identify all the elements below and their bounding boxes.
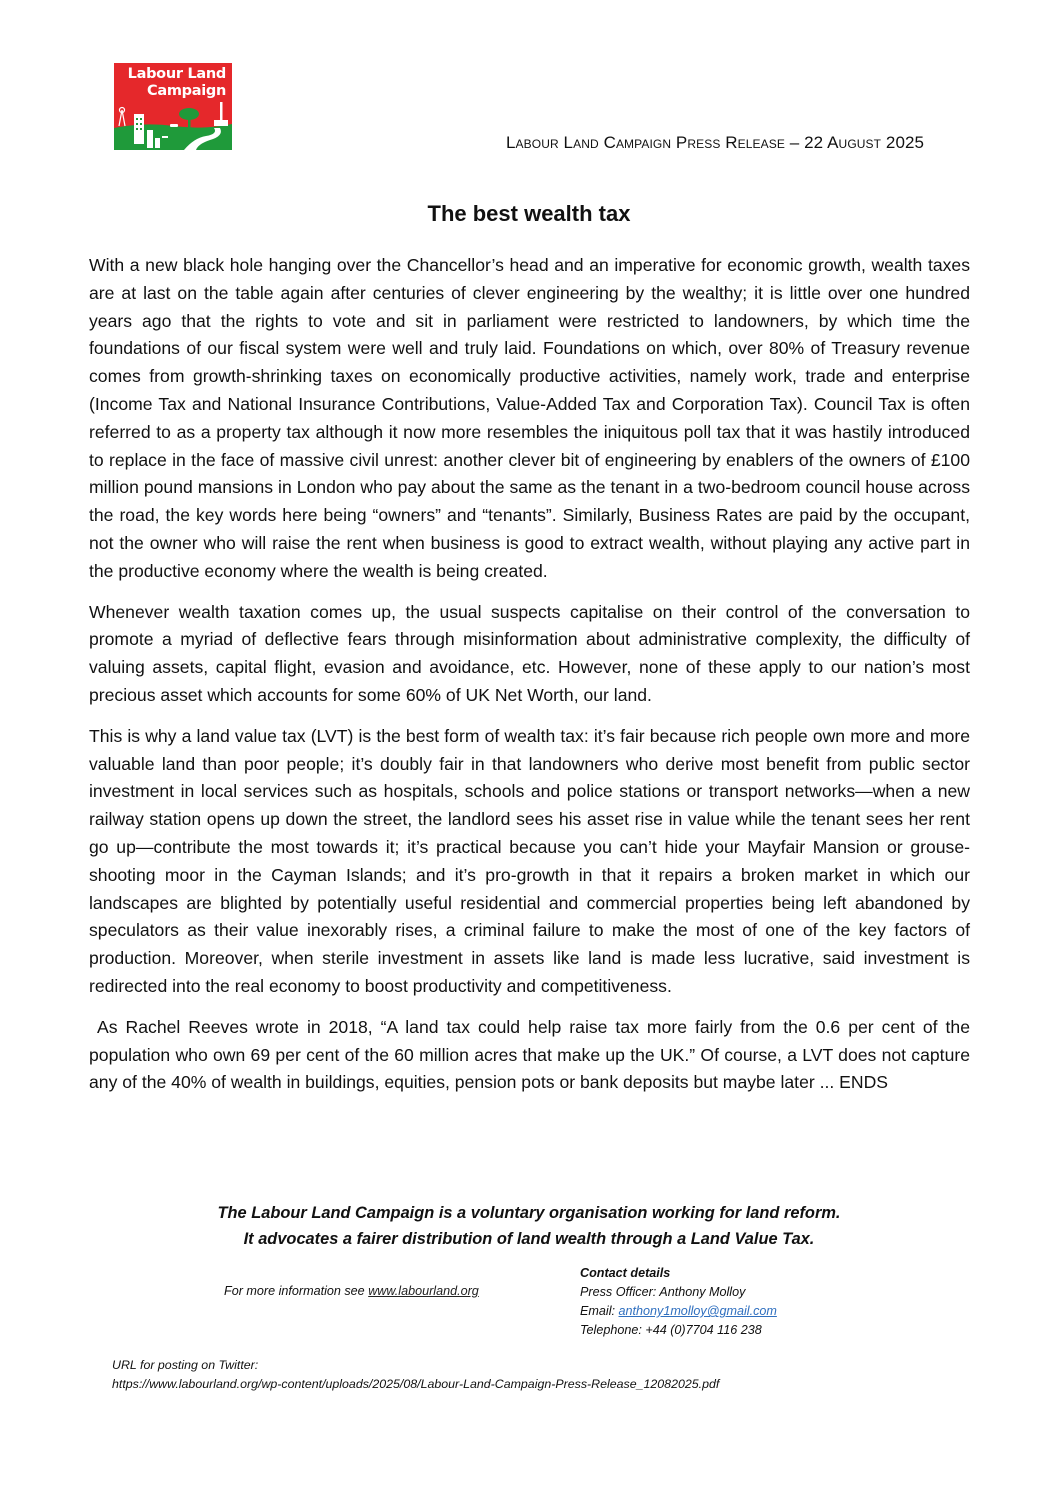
email-link[interactable]: anthony1molloy@gmail.com (618, 1304, 777, 1318)
twitter-url: https://www.labourland.org/wp-content/uploads/2025/08/Labour-Land-Campaign-Press-Release_12082025.pdf (112, 1377, 720, 1391)
more-info-label: For more information see (224, 1284, 369, 1298)
email-line (580, 1302, 777, 1321)
document-title: The best wealth tax (427, 201, 631, 226)
logo-text (128, 66, 226, 100)
logo-line-2: Campaign (147, 83, 226, 99)
logo-line-1: Labour Land (127, 66, 226, 82)
more-info (224, 1284, 479, 1298)
contact-details (580, 1264, 777, 1340)
email-label: Email: (580, 1304, 619, 1318)
twitter-posting-url (112, 1356, 719, 1394)
telephone: Telephone: +44 (0)7704 116 238 (580, 1323, 762, 1337)
press-release-body (89, 252, 975, 1110)
boilerplate-line-2: It advocates a fairer distribution of land wealth through a Land Value Tax. (243, 1230, 815, 1248)
website-link[interactable]: www.labourland.org (368, 1284, 479, 1298)
landscape-skyline-icon (114, 98, 232, 150)
organisation-boilerplate (0, 1200, 1058, 1252)
paragraph-1: With a new black hole hanging over the Chancellor’s head and an imperative for economic growth, wealth taxes are at last on the table again after centuries of clever engineering by the wealthy; it is little over one hundred years ago that the rights to vote and sit in parliament were restricted to landowners, by which time the foundations of our fiscal system were well and truly laid. Foundations on which, over 80% of Treasury revenue comes from growth-shrinking taxes on economically productive activities, namely work, trade and enterprise (Income Tax and National Insurance Contributions, Value-Added Tax and Corporation Tax). Council Tax is often referred to as a property tax although it now more resembles the iniquitous poll tax that it was hastily introduced to replace in the face of massive civil unrest: another clever bit of engineering by enablers of the owners of £100 million pound mansions in London who pay about the same as the tenant in a two-bedroom council house across the road, the key words here being “owners” and “tenants”. Similarly, Business Rates are paid by the occupant, not the owner who will raise the rent when business is good to extract wealth, without playing any active part in the productive economy where the wealth is being created. (89, 255, 970, 581)
press-release-header: Labour Land Campaign Press Release – 22 August 2025 (506, 133, 925, 152)
contact-heading: Contact details (580, 1266, 671, 1280)
twitter-label: URL for posting on Twitter: (112, 1358, 259, 1372)
boilerplate-line-1: The Labour Land Campaign is a voluntary organisation working for land reform. (217, 1204, 841, 1222)
labour-land-campaign-logo (114, 63, 232, 150)
paragraph-2: Whenever wealth taxation comes up, the usual suspects capitalise on their control of the conversation to promote a myriad of deflective fears through misinformation about administrative complexity, the difficulty of valuing assets, capital flight, evasion and avoidance, etc. However, none of these apply to our nation’s most precious asset which accounts for some 60% of UK Net Worth, our land. (89, 601, 970, 705)
paragraph-4: As Rachel Reeves wrote in 2018, “A land tax could help raise tax more fairly from the 0.6 per cent of the population who own 69 per cent of the 60 million acres that make up the UK.” Of course, a LVT does not capture any of the 40% of wealth in buildings, equities, pension pots or bank deposits but maybe later ... ENDS (89, 1016, 975, 1093)
press-officer: Press Officer: Anthony Molloy (580, 1285, 746, 1299)
paragraph-3: This is why a land value tax (LVT) is the best form of wealth tax: it’s fair because rich people own more and more valuable land than poor people; it’s doubly fair in that landowners who derive most benefit from public sector investment in local services such as hospitals, schools and police stations or transport networks—when a new railway station opens up down the street, the landlord sees his asset rise in value while the tenant sees her rent go up—contribute the most towards it; it’s practical because you can’t hide your Mayfair Mansion or grouse-shooting moor in the Cayman Islands; and it’s pro-growth in that it repairs a broken market in which our landscapes are blighted by potentially useful residential and commercial properties being left abandoned by speculators as their value inexorably rises, a criminal failure to make the most of one of the key factors of production. Moreover, when sterile investment in assets like land is made less lucrative, said investment is redirected into the real economy to boost productivity and competitiveness. (89, 725, 970, 996)
